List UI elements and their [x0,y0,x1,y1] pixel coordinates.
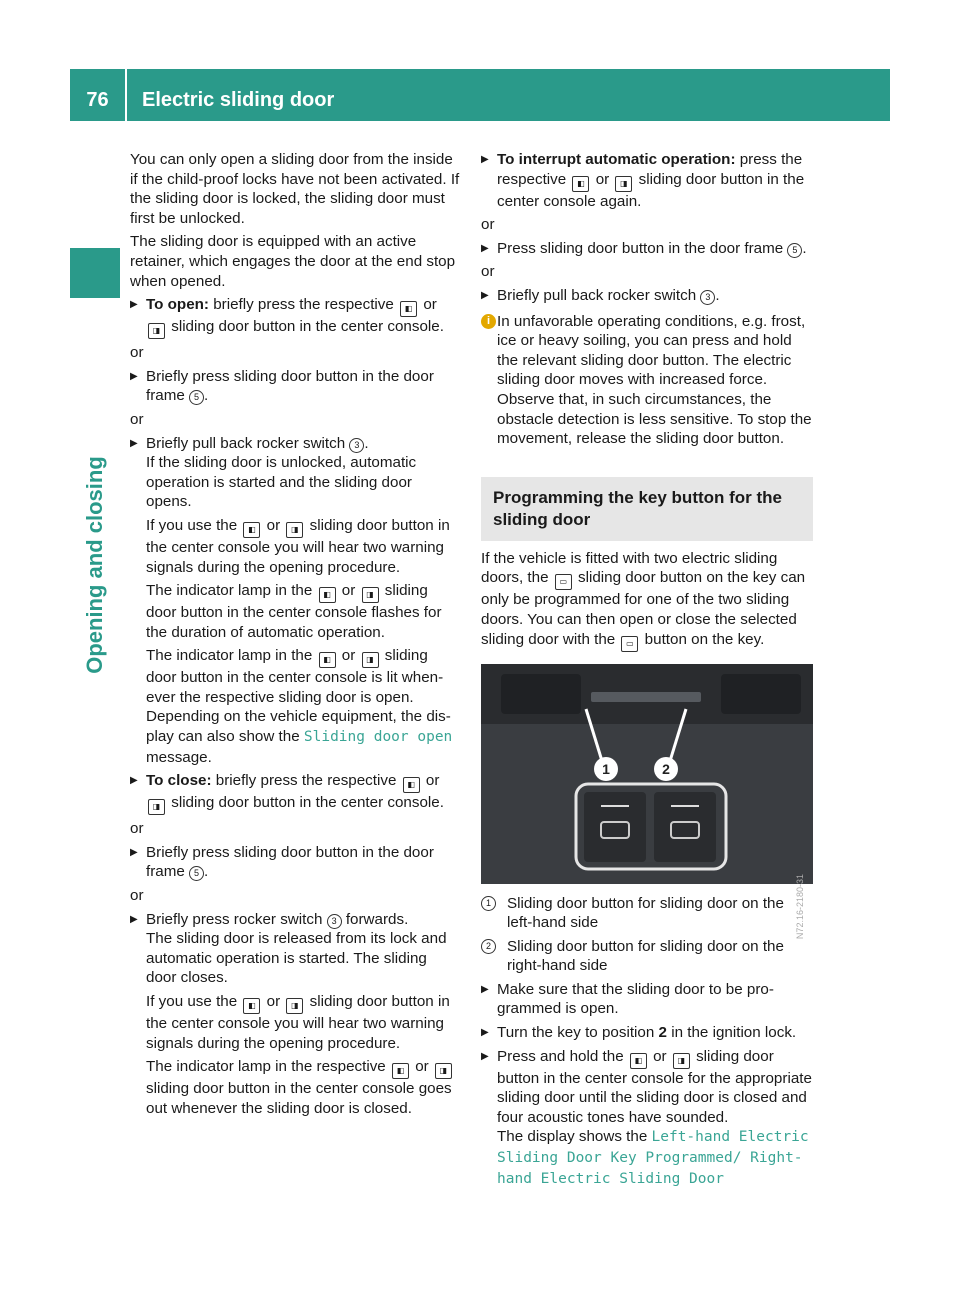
indicator-lit-note: The indicator lamp in the ◧ or ◨ sliding door button in the center console is lit whenever the respective sliding door is open. Depending on the vehicle equipment, the display can also show the Sliding door open message. [146,647,453,766]
or-text: or [130,820,144,838]
programming-paragraph: If the vehicle is fitted with two electric sliding doors, the ▭ sliding door button on the key can only be programmed for one of the two sliding doors. You can then open or close the selected sliding door with the ▭ button on the key. [481,549,813,652]
callout-5-icon: 5 [189,866,204,881]
right-door-icon: ◨ [673,1053,690,1069]
right-door-icon: ◨ [615,176,632,192]
step-press-frame: ▶ Briefly press sliding door button in the door frame 5 . [130,367,460,406]
callout-3-icon: 3 [327,914,342,929]
left-door-icon: ◧ [243,998,260,1014]
left-door-icon: ◧ [572,176,589,192]
legend-item-1: 1 Sliding door button for sliding door on the left-hand side [481,894,813,933]
left-door-icon: ◧ [392,1063,409,1079]
right-door-icon: ◨ [362,652,379,668]
header-divider [125,69,127,121]
step-make-sure: ▶ Make sure that the sliding door to be programmed is open. [481,980,813,1019]
key-door-icon: ▭ [621,636,638,652]
left-door-icon: ◧ [243,522,260,538]
step-rocker-forward: ▶ Briefly press rocker switch 3 forwards. The sliding door is released from its lock and automatic operation is started. The sliding door closes. [130,910,460,988]
right-door-icon: ◨ [286,998,303,1014]
display-message: Sliding door open [303,729,453,746]
step-close: ▶ To close: briefly press the respective ◧ or ◨ sliding door button in the center console. [130,771,460,815]
left-door-icon: ◧ [400,301,417,317]
or-text: or [481,263,495,281]
right-door-icon: ◨ [435,1063,452,1079]
step-press-frame-interrupt: ▶ Press sliding door button in the door frame 5 . [481,239,813,259]
indicator-flash-note: The indicator lamp in the ◧ or ◨ sliding door button in the center console flashes for the duration of automatic operation. [146,582,442,641]
or-text: or [130,410,144,428]
or-text: or [130,887,144,905]
step-pull-rocker: ▶ Briefly pull back rocker switch 3 . If the sliding door is unlocked, automatic operation is started and the sliding door opens. [130,434,460,512]
step-turn-key: ▶ Turn the key to position 2 in the ignition lock. [481,1023,813,1043]
left-column [130,150,460,1122]
left-door-icon: ◧ [319,587,336,603]
step-pull-rocker-interrupt: ▶ Briefly pull back rocker switch 3 . [481,286,813,306]
svg-text:1: 1 [602,760,610,777]
use-note: If you use the ◧ or ◨ sliding door button in the center console you will hear two warning signals during the opening procedure. [146,516,450,576]
step-open: ▶ To open: briefly press the respective ◧ or ◨ sliding door button in the center console. [130,295,460,339]
or-text: or [130,344,144,362]
callout-2-icon: 2 [481,939,496,954]
info-note: i In unfavorable operating conditions, e.g. frost, ice or heavy soiling, you can press and hold the relevant sliding door button. The electric sliding door moves with increased force. Observe that, in such circumstances, the obstacle detection is less sensitive. To stop the movement, release the sliding door button. [481,312,813,449]
page-title: Electric sliding door [142,89,335,111]
page-number: 76 [86,89,109,111]
callout-5-icon: 5 [787,243,802,258]
right-door-icon: ◨ [148,799,165,815]
step-interrupt: ▶ To interrupt automatic operation: press the respective ◧ or ◨ sliding door button in the center console again. [481,150,813,211]
callout-1-icon: 1 [481,896,496,911]
display-message: Left-hand Electric Sliding Door Key Programmed/ Right-hand Electric Sliding Door [497,1129,809,1187]
section-heading: Programming the key button for the sliding door [481,477,813,541]
left-door-icon: ◧ [403,777,420,793]
svg-text:2: 2 [662,760,670,777]
retainer-paragraph: The sliding door is equipped with an active retainer, which engages the door at the end stop when opened. [130,233,456,290]
callout-3-icon: 3 [349,438,364,453]
key-door-icon: ▭ [555,574,572,590]
right-door-icon: ◨ [286,522,303,538]
callout-3-icon: 3 [700,290,715,305]
right-door-icon: ◨ [362,587,379,603]
section-tab-marker [70,248,120,298]
intro-paragraph: You can only open a sliding door from the inside if the child-proof locks have not been activated. If the sliding door is locked, the sliding door must first be unlocked. [130,151,460,227]
or-text: or [481,216,495,234]
image-code: N72.16-2180-31 [795,873,805,939]
step-press-hold: ▶ Press and hold the ◧ or ◨ sliding door button in the center console for the appropriate sliding door until the sliding door is closed and four acoustic tones have sounded. The display shows the Left-hand Electric Sliding Door Key Programmed/ Right-hand Electric Sliding Door [481,1047,813,1190]
info-icon: i [481,314,496,329]
chapter-label: Opening and closing [82,456,107,674]
left-door-icon: ◧ [630,1053,647,1069]
step-press-frame-close: ▶ Briefly press sliding door button in the door frame 5 . [130,843,460,882]
callout-5-icon: 5 [189,390,204,405]
legend-item-2: 2 Sliding door button for sliding door on the right-hand side [481,937,813,976]
left-door-icon: ◧ [319,652,336,668]
indicator-out-note: The indicator lamp in the respective ◧ or ◨ sliding door button in the center console goes out whenever the sliding door is closed. [146,1058,452,1117]
right-column [481,150,813,1193]
right-door-icon: ◨ [148,323,165,339]
use-note-close: If you use the ◧ or ◨ sliding door button in the center console you will hear two warning signals during the opening procedure. [146,993,450,1052]
